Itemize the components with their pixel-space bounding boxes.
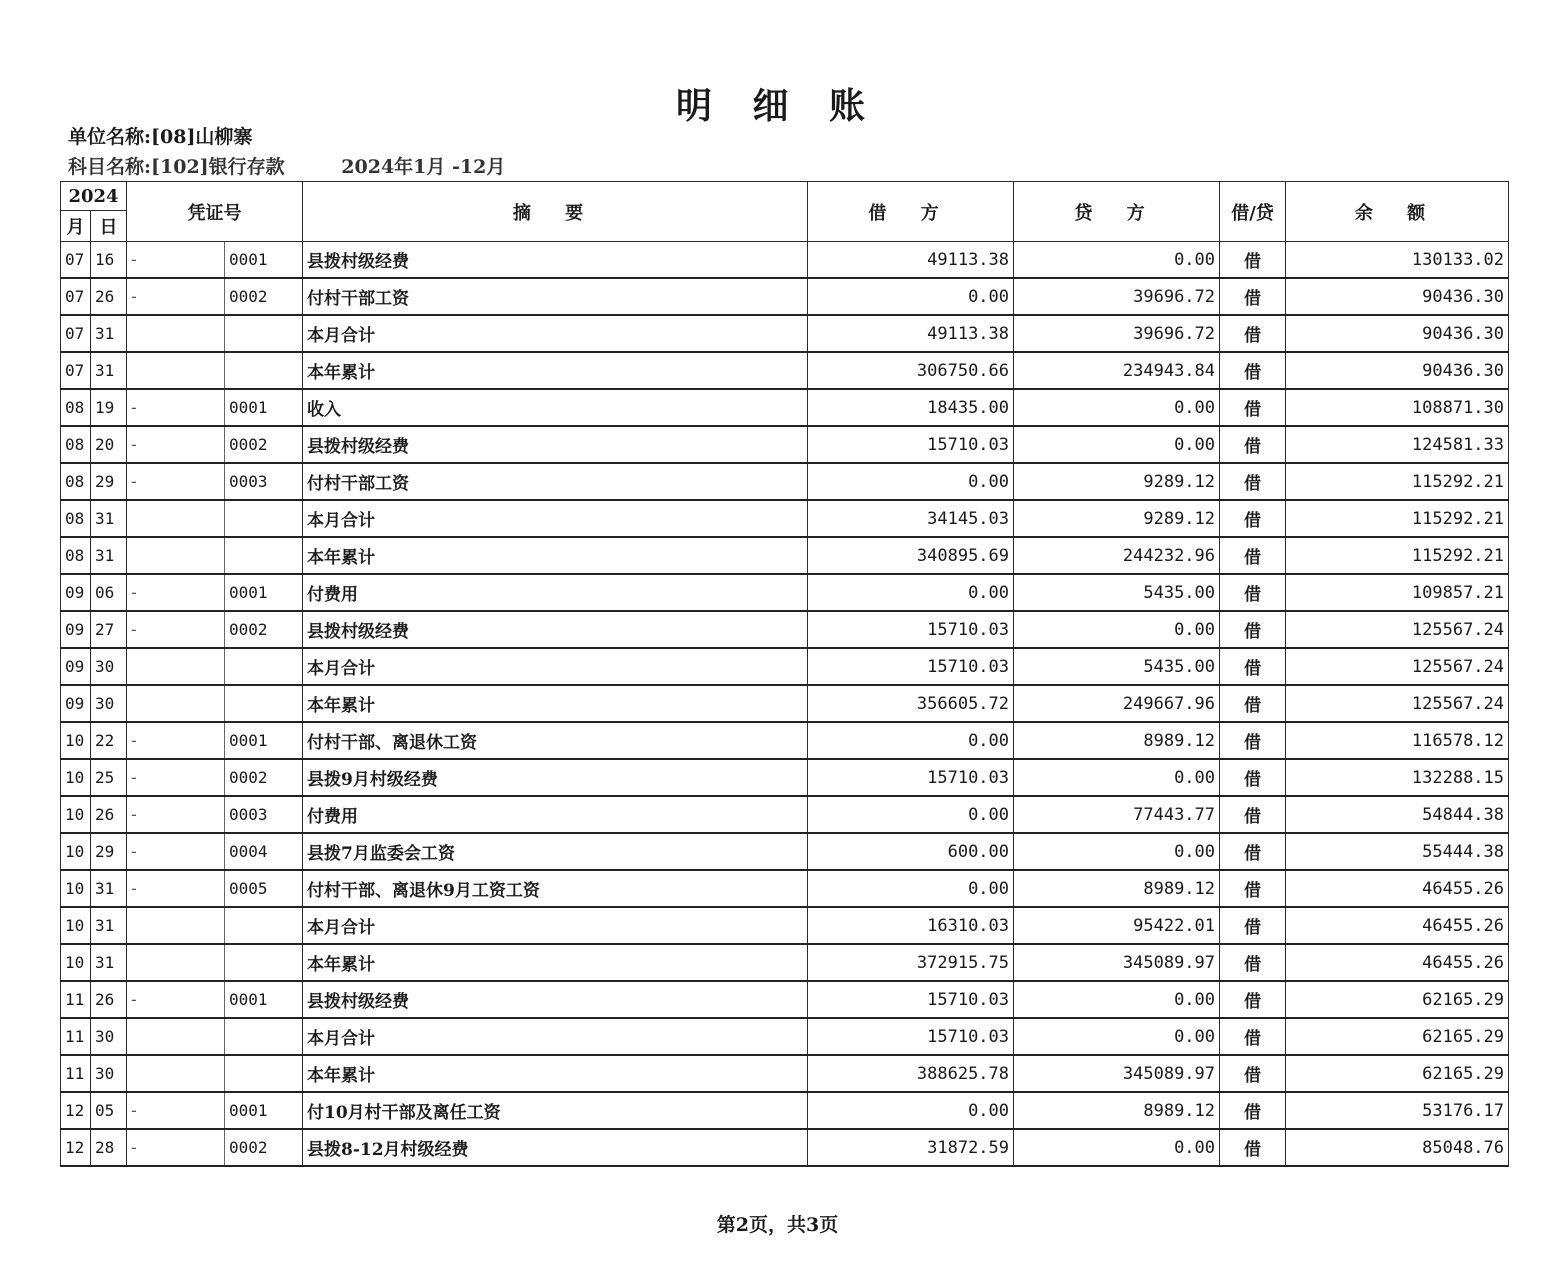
- voucher-prefix-cell: -: [127, 389, 225, 426]
- summary-cell: 本月合计: [303, 315, 808, 352]
- table-row: [61, 352, 1509, 389]
- credit-cell: 0.00: [1014, 759, 1220, 796]
- month-cell: 07: [61, 278, 91, 315]
- month-cell: 08: [61, 426, 91, 463]
- table-row: [61, 278, 1509, 315]
- debit-cell: 15710.03: [808, 611, 1014, 648]
- month-cell: 11: [61, 981, 91, 1018]
- voucher-number-cell: 0002: [225, 611, 303, 648]
- voucher-prefix-cell: [127, 907, 225, 944]
- direction-cell: 借: [1220, 611, 1286, 648]
- summary-cell: 本年累计: [303, 537, 808, 574]
- day-cell: 29: [91, 833, 127, 870]
- voucher-number-cell: [225, 537, 303, 574]
- credit-cell: 95422.01: [1014, 907, 1220, 944]
- balance-cell: 125567.24: [1286, 611, 1509, 648]
- voucher-number-cell: 0005: [225, 870, 303, 907]
- voucher-prefix-cell: [127, 537, 225, 574]
- day-cell: 30: [91, 685, 127, 722]
- day-cell: 05: [91, 1092, 127, 1129]
- voucher-prefix-cell: -: [127, 870, 225, 907]
- month-cell: 08: [61, 500, 91, 537]
- debit-cell: 15710.03: [808, 1018, 1014, 1055]
- month-cell: 08: [61, 389, 91, 426]
- summary-cell: 县拨村级经费: [303, 242, 808, 279]
- direction-cell: 借: [1220, 242, 1286, 279]
- direction-cell: 借: [1220, 426, 1286, 463]
- debit-cell: 15710.03: [808, 426, 1014, 463]
- voucher-prefix-cell: [127, 648, 225, 685]
- table-row: [61, 796, 1509, 833]
- balance-cell: 115292.21: [1286, 537, 1509, 574]
- balance-cell: 108871.30: [1286, 389, 1509, 426]
- year-header: 2024: [61, 182, 127, 211]
- day-cell: 28: [91, 1129, 127, 1166]
- voucher-prefix-cell: -: [127, 426, 225, 463]
- credit-cell: 8989.12: [1014, 870, 1220, 907]
- credit-cell: 39696.72: [1014, 278, 1220, 315]
- balance-cell: 116578.12: [1286, 722, 1509, 759]
- credit-cell: 5435.00: [1014, 648, 1220, 685]
- voucher-prefix-cell: -: [127, 242, 225, 279]
- direction-cell: 借: [1220, 870, 1286, 907]
- direction-cell: 借: [1220, 1018, 1286, 1055]
- voucher-number-cell: 0001: [225, 722, 303, 759]
- voucher-prefix-cell: -: [127, 574, 225, 611]
- day-cell: 30: [91, 1018, 127, 1055]
- balance-cell: 62165.29: [1286, 1018, 1509, 1055]
- debit-cell: 388625.78: [808, 1055, 1014, 1092]
- day-cell: 31: [91, 352, 127, 389]
- debit-cell: 372915.75: [808, 944, 1014, 981]
- credit-cell: 244232.96: [1014, 537, 1220, 574]
- table-row: [61, 685, 1509, 722]
- direction-header: 借/贷: [1220, 182, 1286, 242]
- debit-cell: 34145.03: [808, 500, 1014, 537]
- balance-cell: 90436.30: [1286, 278, 1509, 315]
- voucher-prefix-cell: [127, 1055, 225, 1092]
- voucher-prefix-cell: [127, 500, 225, 537]
- balance-cell: 124581.33: [1286, 426, 1509, 463]
- month-cell: 07: [61, 242, 91, 279]
- day-cell: 30: [91, 648, 127, 685]
- balance-cell: 115292.21: [1286, 463, 1509, 500]
- debit-cell: 15710.03: [808, 981, 1014, 1018]
- table-row: [61, 1018, 1509, 1055]
- direction-cell: 借: [1220, 759, 1286, 796]
- voucher-number-cell: 0001: [225, 389, 303, 426]
- month-cell: 08: [61, 537, 91, 574]
- summary-cell: 县拨7月监委会工资: [303, 833, 808, 870]
- direction-cell: 借: [1220, 500, 1286, 537]
- table-row: [61, 1092, 1509, 1129]
- credit-cell: 0.00: [1014, 426, 1220, 463]
- unit-label: 单位名称:[08]山柳寨: [68, 126, 253, 148]
- month-cell: 10: [61, 870, 91, 907]
- table-row: [61, 574, 1509, 611]
- debit-cell: 0.00: [808, 574, 1014, 611]
- balance-cell: 90436.30: [1286, 315, 1509, 352]
- debit-cell: 16310.03: [808, 907, 1014, 944]
- summary-cell: 付费用: [303, 574, 808, 611]
- credit-cell: 345089.97: [1014, 944, 1220, 981]
- summary-cell: 本月合计: [303, 1018, 808, 1055]
- balance-cell: 125567.24: [1286, 685, 1509, 722]
- table-row: [61, 648, 1509, 685]
- debit-cell: 306750.66: [808, 352, 1014, 389]
- credit-cell: 0.00: [1014, 981, 1220, 1018]
- table-row: [61, 389, 1509, 426]
- debit-cell: 340895.69: [808, 537, 1014, 574]
- day-cell: 29: [91, 463, 127, 500]
- credit-cell: 0.00: [1014, 242, 1220, 279]
- credit-cell: 9289.12: [1014, 500, 1220, 537]
- month-cell: 10: [61, 907, 91, 944]
- summary-cell: 县拨8-12月村级经费: [303, 1129, 808, 1166]
- month-cell: 10: [61, 796, 91, 833]
- balance-cell: 53176.17: [1286, 1092, 1509, 1129]
- day-cell: 30: [91, 1055, 127, 1092]
- voucher-prefix-cell: -: [127, 1092, 225, 1129]
- table-row: [61, 981, 1509, 1018]
- direction-cell: 借: [1220, 833, 1286, 870]
- voucher-number-cell: [225, 1055, 303, 1092]
- day-header: 日: [91, 211, 127, 242]
- direction-cell: 借: [1220, 352, 1286, 389]
- summary-cell: 本年累计: [303, 685, 808, 722]
- debit-cell: 0.00: [808, 1092, 1014, 1129]
- day-cell: 25: [91, 759, 127, 796]
- direction-cell: 借: [1220, 278, 1286, 315]
- summary-cell: 付村干部工资: [303, 278, 808, 315]
- month-cell: 09: [61, 611, 91, 648]
- direction-cell: 借: [1220, 907, 1286, 944]
- direction-cell: 借: [1220, 537, 1286, 574]
- month-cell: 07: [61, 352, 91, 389]
- day-cell: 31: [91, 315, 127, 352]
- direction-cell: 借: [1220, 389, 1286, 426]
- table-row: [61, 537, 1509, 574]
- direction-cell: 借: [1220, 685, 1286, 722]
- month-cell: 10: [61, 722, 91, 759]
- voucher-number-cell: 0001: [225, 242, 303, 279]
- balance-cell: 46455.26: [1286, 944, 1509, 981]
- summary-cell: 本年累计: [303, 1055, 808, 1092]
- day-cell: 20: [91, 426, 127, 463]
- debit-cell: 0.00: [808, 463, 1014, 500]
- day-cell: 16: [91, 242, 127, 279]
- debit-cell: 0.00: [808, 796, 1014, 833]
- voucher-number-cell: [225, 1018, 303, 1055]
- direction-cell: 借: [1220, 1092, 1286, 1129]
- day-cell: 31: [91, 500, 127, 537]
- ledger-body: [61, 242, 1509, 1167]
- balance-cell: 132288.15: [1286, 759, 1509, 796]
- credit-cell: 77443.77: [1014, 796, 1220, 833]
- day-cell: 27: [91, 611, 127, 648]
- debit-cell: 15710.03: [808, 759, 1014, 796]
- summary-cell: 县拨村级经费: [303, 981, 808, 1018]
- credit-cell: 345089.97: [1014, 1055, 1220, 1092]
- credit-cell: 0.00: [1014, 1018, 1220, 1055]
- summary-cell: 付村干部、离退休9月工资工资: [303, 870, 808, 907]
- voucher-prefix-cell: -: [127, 759, 225, 796]
- credit-cell: 0.00: [1014, 611, 1220, 648]
- summary-cell: 付村干部、离退休工资: [303, 722, 808, 759]
- month-cell: 09: [61, 574, 91, 611]
- voucher-prefix-cell: [127, 685, 225, 722]
- month-cell: 11: [61, 1018, 91, 1055]
- ledger-table: [60, 181, 1509, 1167]
- page-title: 明 细 账: [675, 85, 880, 127]
- voucher-prefix-cell: [127, 944, 225, 981]
- balance-cell: 115292.21: [1286, 500, 1509, 537]
- summary-cell: 本年累计: [303, 944, 808, 981]
- voucher-number-cell: 0001: [225, 574, 303, 611]
- voucher-prefix-cell: -: [127, 463, 225, 500]
- balance-cell: 125567.24: [1286, 648, 1509, 685]
- month-cell: 12: [61, 1092, 91, 1129]
- summary-cell: 本月合计: [303, 907, 808, 944]
- debit-cell: 356605.72: [808, 685, 1014, 722]
- voucher-number-cell: [225, 648, 303, 685]
- day-cell: 26: [91, 981, 127, 1018]
- voucher-prefix-cell: [127, 352, 225, 389]
- page-footer: 第2页，共3页: [716, 1214, 839, 1236]
- direction-cell: 借: [1220, 981, 1286, 1018]
- debit-cell: 0.00: [808, 278, 1014, 315]
- credit-cell: 249667.96: [1014, 685, 1220, 722]
- day-cell: 22: [91, 722, 127, 759]
- voucher-number-cell: [225, 352, 303, 389]
- debit-cell: 600.00: [808, 833, 1014, 870]
- month-cell: 12: [61, 1129, 91, 1166]
- balance-cell: 46455.26: [1286, 907, 1509, 944]
- summary-cell: 付费用: [303, 796, 808, 833]
- credit-cell: 39696.72: [1014, 315, 1220, 352]
- day-cell: 26: [91, 796, 127, 833]
- summary-cell: 付10月村干部及离任工资: [303, 1092, 808, 1129]
- account-line: [68, 152, 505, 179]
- voucher-number-cell: 0003: [225, 796, 303, 833]
- balance-cell: 109857.21: [1286, 574, 1509, 611]
- debit-cell: 31872.59: [808, 1129, 1014, 1166]
- voucher-prefix-cell: -: [127, 278, 225, 315]
- summary-cell: 县拨9月村级经费: [303, 759, 808, 796]
- direction-cell: 借: [1220, 796, 1286, 833]
- credit-cell: 8989.12: [1014, 722, 1220, 759]
- balance-cell: 85048.76: [1286, 1129, 1509, 1166]
- credit-cell: 234943.84: [1014, 352, 1220, 389]
- day-cell: 06: [91, 574, 127, 611]
- voucher-prefix-cell: -: [127, 833, 225, 870]
- direction-cell: 借: [1220, 648, 1286, 685]
- month-cell: 10: [61, 833, 91, 870]
- table-row: [61, 463, 1509, 500]
- day-cell: 31: [91, 944, 127, 981]
- summary-cell: 本月合计: [303, 500, 808, 537]
- table-row: [61, 1055, 1509, 1092]
- period-label: 2024年1月 -12月: [341, 156, 506, 178]
- table-row: [61, 242, 1509, 279]
- month-cell: 09: [61, 648, 91, 685]
- table-row: [61, 870, 1509, 907]
- voucher-number-cell: 0002: [225, 759, 303, 796]
- month-cell: 10: [61, 759, 91, 796]
- summary-cell: 县拨村级经费: [303, 426, 808, 463]
- table-row: [61, 944, 1509, 981]
- day-cell: 26: [91, 278, 127, 315]
- summary-cell: 付村干部工资: [303, 463, 808, 500]
- credit-cell: 0.00: [1014, 1129, 1220, 1166]
- table-row: [61, 907, 1509, 944]
- voucher-number-cell: 0004: [225, 833, 303, 870]
- credit-cell: 0.00: [1014, 833, 1220, 870]
- voucher-header: 凭证号: [127, 182, 303, 242]
- balance-cell: 62165.29: [1286, 981, 1509, 1018]
- voucher-number-cell: 0002: [225, 278, 303, 315]
- summary-cell: 县拨村级经费: [303, 611, 808, 648]
- debit-cell: 49113.38: [808, 242, 1014, 279]
- month-cell: 08: [61, 463, 91, 500]
- table-row: [61, 426, 1509, 463]
- month-cell: 10: [61, 944, 91, 981]
- balance-cell: 55444.38: [1286, 833, 1509, 870]
- debit-cell: 0.00: [808, 870, 1014, 907]
- voucher-number-cell: 0002: [225, 426, 303, 463]
- balance-cell: 62165.29: [1286, 1055, 1509, 1092]
- credit-cell: 8989.12: [1014, 1092, 1220, 1129]
- table-row: [61, 722, 1509, 759]
- credit-cell: 5435.00: [1014, 574, 1220, 611]
- day-cell: 31: [91, 907, 127, 944]
- voucher-number-cell: 0001: [225, 1092, 303, 1129]
- balance-cell: 130133.02: [1286, 242, 1509, 279]
- voucher-prefix-cell: [127, 1018, 225, 1055]
- voucher-prefix-cell: [127, 315, 225, 352]
- summary-header: 摘 要: [303, 182, 808, 242]
- direction-cell: 借: [1220, 315, 1286, 352]
- table-row: [61, 1129, 1509, 1166]
- balance-cell: 90436.30: [1286, 352, 1509, 389]
- voucher-number-cell: [225, 315, 303, 352]
- day-cell: 19: [91, 389, 127, 426]
- direction-cell: 借: [1220, 463, 1286, 500]
- direction-cell: 借: [1220, 1129, 1286, 1166]
- voucher-prefix-cell: -: [127, 1129, 225, 1166]
- table-row: [61, 500, 1509, 537]
- voucher-number-cell: [225, 944, 303, 981]
- month-cell: 11: [61, 1055, 91, 1092]
- voucher-prefix-cell: -: [127, 981, 225, 1018]
- balance-header: 余 额: [1286, 182, 1509, 242]
- voucher-prefix-cell: -: [127, 722, 225, 759]
- credit-header: 贷 方: [1014, 182, 1220, 242]
- month-cell: 09: [61, 685, 91, 722]
- direction-cell: 借: [1220, 1055, 1286, 1092]
- voucher-number-cell: 0001: [225, 981, 303, 1018]
- voucher-prefix-cell: -: [127, 611, 225, 648]
- voucher-number-cell: 0002: [225, 1129, 303, 1166]
- month-header: 月: [61, 211, 91, 242]
- voucher-number-cell: [225, 685, 303, 722]
- balance-cell: 54844.38: [1286, 796, 1509, 833]
- table-row: [61, 315, 1509, 352]
- day-cell: 31: [91, 870, 127, 907]
- day-cell: 31: [91, 537, 127, 574]
- debit-cell: 0.00: [808, 722, 1014, 759]
- summary-cell: 本月合计: [303, 648, 808, 685]
- voucher-number-cell: [225, 907, 303, 944]
- summary-cell: 收入: [303, 389, 808, 426]
- summary-cell: 本年累计: [303, 352, 808, 389]
- voucher-number-cell: [225, 500, 303, 537]
- direction-cell: 借: [1220, 722, 1286, 759]
- balance-cell: 46455.26: [1286, 870, 1509, 907]
- table-row: [61, 611, 1509, 648]
- direction-cell: 借: [1220, 944, 1286, 981]
- table-row: [61, 833, 1509, 870]
- credit-cell: 0.00: [1014, 389, 1220, 426]
- debit-header: 借 方: [808, 182, 1014, 242]
- credit-cell: 9289.12: [1014, 463, 1220, 500]
- account-label: 科目名称:[102]银行存款: [68, 156, 285, 178]
- debit-cell: 49113.38: [808, 315, 1014, 352]
- month-cell: 07: [61, 315, 91, 352]
- debit-cell: 15710.03: [808, 648, 1014, 685]
- direction-cell: 借: [1220, 574, 1286, 611]
- table-row: [61, 759, 1509, 796]
- debit-cell: 18435.00: [808, 389, 1014, 426]
- voucher-prefix-cell: -: [127, 796, 225, 833]
- voucher-number-cell: 0003: [225, 463, 303, 500]
